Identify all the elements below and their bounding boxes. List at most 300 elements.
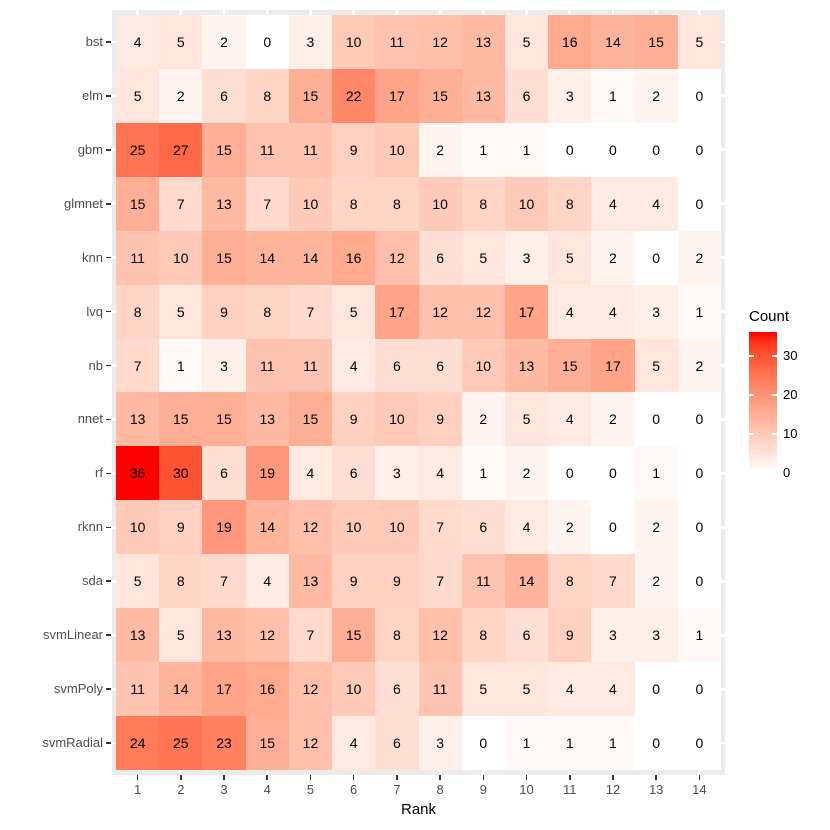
y-axis-tick bbox=[106, 149, 111, 151]
y-axis-label: lvq bbox=[86, 303, 103, 319]
cell-value: 8 bbox=[349, 195, 358, 212]
cell-value: 5 bbox=[133, 87, 142, 104]
cell-value: 11 bbox=[259, 357, 275, 374]
heatmap-cell bbox=[246, 69, 289, 123]
cell-value: 0 bbox=[652, 411, 661, 428]
heatmap-cell bbox=[635, 716, 678, 770]
gridline-stub bbox=[112, 94, 116, 97]
heatmap-cell bbox=[678, 392, 721, 446]
y-axis-tick bbox=[106, 95, 111, 97]
heatmap-cell bbox=[505, 339, 548, 393]
gridline-stub bbox=[525, 10, 528, 15]
heatmap-cell bbox=[419, 554, 462, 608]
gridline-stub bbox=[223, 10, 226, 15]
heatmap-cell bbox=[462, 123, 505, 177]
heatmap-cell bbox=[375, 339, 418, 393]
cell-value: 15 bbox=[216, 411, 232, 428]
cell-value: 15 bbox=[432, 87, 448, 104]
heatmap-cell bbox=[246, 339, 289, 393]
cell-value: 1 bbox=[609, 735, 617, 752]
heatmap-cell bbox=[635, 339, 678, 393]
cell-value: 0 bbox=[652, 735, 661, 752]
cell-value: 6 bbox=[436, 249, 444, 266]
cell-value: 0 bbox=[609, 141, 617, 158]
cell-value: 12 bbox=[302, 519, 319, 536]
heatmap-cell bbox=[635, 15, 678, 69]
legend bbox=[744, 304, 830, 494]
heatmap-cell bbox=[246, 15, 289, 69]
x-axis-tick bbox=[137, 775, 139, 780]
cell-value: 3 bbox=[220, 357, 228, 374]
cell-value: 8 bbox=[565, 573, 574, 590]
cell-value: 13 bbox=[302, 573, 319, 590]
x-axis-tick bbox=[569, 775, 571, 780]
cell-value: 8 bbox=[565, 195, 574, 212]
gridline-stub bbox=[568, 10, 571, 15]
heatmap-cell bbox=[246, 662, 289, 716]
cell-value: 0 bbox=[695, 411, 704, 428]
cell-value: 0 bbox=[652, 681, 661, 698]
heatmap-cell bbox=[159, 231, 202, 285]
heatmap-cell bbox=[548, 446, 591, 500]
gridline-stub bbox=[439, 10, 442, 15]
cell-value: 5 bbox=[695, 33, 704, 50]
cell-value: 6 bbox=[220, 465, 228, 482]
y-axis-tick bbox=[106, 311, 111, 313]
gridline-stub bbox=[721, 742, 725, 745]
y-axis-label: nnet bbox=[77, 411, 103, 427]
heatmap-cell bbox=[548, 15, 591, 69]
heatmap-cell bbox=[375, 554, 418, 608]
cell-value: 6 bbox=[392, 357, 401, 374]
legend-tick-label: 30 bbox=[783, 347, 798, 363]
heatmap-cell bbox=[246, 554, 289, 608]
heatmap-cell bbox=[332, 15, 375, 69]
cell-value: 17 bbox=[605, 357, 621, 374]
heatmap-cell bbox=[116, 662, 159, 716]
cell-value: 6 bbox=[436, 357, 444, 374]
cell-value: 2 bbox=[695, 249, 704, 266]
y-axis-tick bbox=[106, 688, 111, 690]
heatmap-cell bbox=[289, 69, 332, 123]
cell-value: 11 bbox=[130, 681, 145, 698]
cell-value: 8 bbox=[392, 195, 401, 212]
cell-value: 1 bbox=[652, 465, 661, 482]
cell-value: 17 bbox=[389, 303, 405, 320]
gridline-stub bbox=[721, 310, 725, 313]
cell-value: 19 bbox=[216, 519, 232, 536]
heatmap-cell bbox=[116, 15, 159, 69]
cell-value: 12 bbox=[302, 735, 319, 752]
cell-value: 2 bbox=[220, 33, 228, 50]
heatmap-cell bbox=[332, 392, 375, 446]
x-axis-label: 12 bbox=[605, 782, 621, 797]
cell-value: 7 bbox=[306, 627, 315, 644]
gridline-stub bbox=[655, 10, 658, 15]
cell-value: 10 bbox=[389, 141, 405, 158]
cell-value: 15 bbox=[216, 249, 232, 266]
heatmap-cell bbox=[419, 446, 462, 500]
heatmap-cell bbox=[548, 285, 591, 339]
cell-value: 2 bbox=[652, 519, 661, 536]
heatmap-cell bbox=[635, 392, 678, 446]
y-axis-tick bbox=[106, 41, 111, 43]
cell-value: 4 bbox=[565, 681, 574, 698]
heatmap-cell bbox=[159, 662, 202, 716]
heatmap-cell bbox=[202, 15, 245, 69]
cell-value: 6 bbox=[522, 627, 531, 644]
cell-value: 13 bbox=[259, 411, 276, 428]
heatmap-cell bbox=[159, 716, 202, 770]
heatmap-cell bbox=[202, 716, 245, 770]
heatmap-cell bbox=[462, 285, 505, 339]
y-axis-label: sda bbox=[82, 573, 103, 589]
cell-value: 15 bbox=[129, 195, 146, 212]
x-axis-label: 9 bbox=[479, 782, 487, 797]
heatmap-cell bbox=[548, 69, 591, 123]
heatmap-cell bbox=[591, 716, 634, 770]
heatmap-cell bbox=[159, 285, 202, 339]
x-axis-label: 8 bbox=[436, 782, 444, 797]
gridline-stub bbox=[352, 10, 355, 15]
cell-value: 22 bbox=[345, 87, 362, 104]
heatmap-cell bbox=[246, 231, 289, 285]
cell-value: 14 bbox=[518, 573, 535, 590]
cell-value: 17 bbox=[518, 303, 535, 320]
heatmap-cell bbox=[375, 716, 418, 770]
y-axis-label: svmPoly bbox=[53, 681, 103, 697]
y-axis-label: nb bbox=[88, 357, 103, 373]
heatmap-cell bbox=[591, 500, 634, 554]
gridline-stub bbox=[612, 10, 615, 15]
cell-value: 2 bbox=[176, 87, 185, 104]
y-axis-tick bbox=[106, 634, 111, 636]
heatmap-cell bbox=[332, 500, 375, 554]
cell-value: 0 bbox=[609, 519, 617, 536]
cell-value: 12 bbox=[302, 681, 319, 698]
heatmap-cell bbox=[246, 716, 289, 770]
cell-value: 10 bbox=[389, 519, 405, 536]
heatmap-cell bbox=[375, 69, 418, 123]
x-axis-tick bbox=[483, 775, 485, 780]
x-axis-tick bbox=[310, 775, 312, 780]
legend-tick bbox=[749, 433, 754, 435]
heatmap-cell bbox=[419, 15, 462, 69]
cell-value: 12 bbox=[432, 627, 448, 644]
heatmap-cell bbox=[332, 339, 375, 393]
cell-value: 9 bbox=[565, 627, 574, 644]
cell-value: 5 bbox=[479, 681, 488, 698]
y-axis-tick bbox=[106, 742, 111, 744]
gridline-stub bbox=[112, 580, 116, 583]
heatmap-cell bbox=[591, 339, 634, 393]
gridline-stub bbox=[179, 10, 182, 15]
heatmap-cell bbox=[116, 231, 159, 285]
cell-value: 16 bbox=[561, 33, 578, 50]
heatmap-cell bbox=[591, 392, 634, 446]
heatmap-cell bbox=[375, 500, 418, 554]
heatmap-cell bbox=[289, 339, 332, 393]
gridline-stub bbox=[112, 256, 116, 259]
cell-value: 10 bbox=[173, 249, 189, 266]
cell-value: 2 bbox=[565, 519, 574, 536]
heatmap-cell bbox=[548, 662, 591, 716]
heatmap-cell bbox=[375, 662, 418, 716]
cell-value: 5 bbox=[522, 681, 531, 698]
heatmap-cell bbox=[678, 69, 721, 123]
heatmap-cell bbox=[289, 15, 332, 69]
heatmap-cell bbox=[635, 123, 678, 177]
heatmap-cell bbox=[548, 177, 591, 231]
heatmap-cell bbox=[202, 662, 245, 716]
gridline-stub bbox=[721, 148, 725, 151]
heatmap-cell bbox=[505, 500, 548, 554]
y-axis-tick bbox=[106, 527, 111, 529]
heatmap-cell bbox=[116, 716, 159, 770]
heatmap-cell bbox=[419, 69, 462, 123]
cell-value: 12 bbox=[389, 249, 405, 266]
x-axis-label: 1 bbox=[133, 782, 142, 797]
cell-value: 4 bbox=[609, 195, 617, 212]
cell-value: 15 bbox=[259, 735, 276, 752]
cell-value: 10 bbox=[129, 519, 146, 536]
cell-value: 6 bbox=[479, 519, 488, 536]
legend-tick-label: 10 bbox=[783, 425, 798, 441]
heatmap-cell bbox=[678, 231, 721, 285]
cell-value: 25 bbox=[173, 735, 189, 752]
cell-value: 6 bbox=[392, 681, 401, 698]
x-axis-label: 2 bbox=[177, 782, 185, 797]
cell-value: 0 bbox=[609, 465, 617, 482]
heatmap-cell bbox=[159, 69, 202, 123]
heatmap-cell bbox=[116, 339, 159, 393]
heatmap-cell bbox=[635, 500, 678, 554]
heatmap-cell bbox=[462, 554, 505, 608]
gridline-stub bbox=[721, 688, 725, 691]
cell-value: 6 bbox=[349, 465, 358, 482]
heatmap-cell bbox=[505, 69, 548, 123]
heatmap-cell bbox=[462, 231, 505, 285]
cell-value: 0 bbox=[565, 141, 574, 158]
x-axis-tick bbox=[180, 775, 182, 780]
cell-value: 0 bbox=[695, 141, 704, 158]
x-axis-title: Rank bbox=[400, 801, 437, 818]
gridline-stub bbox=[482, 10, 485, 15]
y-axis-tick bbox=[106, 257, 111, 259]
heatmap-cell bbox=[591, 69, 634, 123]
gridline-stub bbox=[112, 634, 116, 637]
y-axis-tick bbox=[106, 419, 111, 421]
x-axis-tick bbox=[655, 775, 657, 780]
heatmap-cell bbox=[116, 177, 159, 231]
cell-value: 0 bbox=[695, 195, 704, 212]
cell-value: 4 bbox=[436, 465, 444, 482]
gridline-stub bbox=[721, 634, 725, 637]
gridline-stub bbox=[136, 10, 139, 15]
heatmap-cell bbox=[462, 500, 505, 554]
heatmap-cell bbox=[246, 285, 289, 339]
cell-value: 8 bbox=[263, 87, 272, 104]
cell-value: 15 bbox=[648, 33, 664, 50]
cell-value: 2 bbox=[652, 573, 661, 590]
heatmap-cell bbox=[548, 231, 591, 285]
x-axis-tick bbox=[266, 775, 268, 780]
heatmap-cell bbox=[159, 177, 202, 231]
heatmap-cell bbox=[548, 339, 591, 393]
cell-value: 10 bbox=[345, 519, 362, 536]
heatmap-cell bbox=[678, 446, 721, 500]
gridline-stub bbox=[721, 202, 725, 205]
cell-value: 10 bbox=[345, 681, 362, 698]
heatmap-cell bbox=[375, 231, 418, 285]
cell-value: 10 bbox=[518, 195, 535, 212]
heatmap-cell bbox=[246, 446, 289, 500]
gridline-stub bbox=[112, 526, 116, 529]
gridline-stub bbox=[112, 41, 116, 44]
cell-value: 0 bbox=[695, 681, 704, 698]
cell-value: 16 bbox=[259, 681, 276, 698]
heatmap-cell bbox=[419, 500, 462, 554]
plot-panel bbox=[112, 10, 725, 775]
cell-value: 8 bbox=[479, 195, 488, 212]
heatmap-cell bbox=[159, 339, 202, 393]
cell-value: 7 bbox=[306, 303, 315, 320]
cell-value: 5 bbox=[522, 411, 531, 428]
cell-value: 14 bbox=[259, 249, 276, 266]
x-axis-tick bbox=[353, 775, 355, 780]
cell-value: 8 bbox=[133, 303, 142, 320]
cell-value: 10 bbox=[302, 195, 319, 212]
heatmap-cell bbox=[202, 500, 245, 554]
cell-value: 13 bbox=[518, 357, 535, 374]
heatmap-cell bbox=[505, 554, 548, 608]
cell-value: 12 bbox=[475, 303, 492, 320]
cell-value: 3 bbox=[652, 627, 661, 644]
heatmap-cell bbox=[591, 285, 634, 339]
y-axis-label: rf bbox=[95, 465, 103, 481]
cell-value: 4 bbox=[349, 357, 358, 374]
cell-value: 9 bbox=[436, 411, 444, 428]
x-axis-tick bbox=[396, 775, 398, 780]
heatmap-cell bbox=[678, 285, 721, 339]
cell-value: 0 bbox=[695, 735, 704, 752]
cell-value: 13 bbox=[475, 87, 492, 104]
heatmap-cell bbox=[289, 500, 332, 554]
heatmap-cell bbox=[202, 285, 245, 339]
cell-value: 36 bbox=[129, 465, 146, 482]
cell-value: 10 bbox=[475, 357, 492, 374]
heatmap-cell bbox=[678, 15, 721, 69]
cell-value: 4 bbox=[609, 681, 617, 698]
cell-value: 0 bbox=[695, 573, 704, 590]
y-axis-tick bbox=[106, 473, 111, 475]
heatmap-cell bbox=[419, 339, 462, 393]
cell-value: 11 bbox=[303, 141, 318, 158]
heatmap-cell bbox=[462, 69, 505, 123]
cell-value: 7 bbox=[263, 195, 272, 212]
heatmap-cell bbox=[289, 716, 332, 770]
y-axis-label: svmLinear bbox=[43, 627, 103, 643]
y-axis-tick bbox=[106, 365, 111, 367]
cell-value: 12 bbox=[432, 303, 448, 320]
heatmap-cell bbox=[375, 285, 418, 339]
legend-tick bbox=[772, 433, 777, 435]
cell-value: 14 bbox=[259, 519, 276, 536]
cell-value: 13 bbox=[216, 627, 232, 644]
cell-value: 13 bbox=[475, 33, 492, 50]
cell-value: 1 bbox=[522, 141, 531, 158]
gridline-stub bbox=[721, 472, 725, 475]
heatmap-cell bbox=[202, 446, 245, 500]
cell-value: 5 bbox=[176, 303, 185, 320]
cell-value: 3 bbox=[392, 465, 401, 482]
cell-value: 15 bbox=[345, 627, 362, 644]
cell-value: 7 bbox=[436, 573, 444, 590]
cell-value: 5 bbox=[349, 303, 358, 320]
cell-value: 25 bbox=[129, 141, 146, 158]
heatmap-cell bbox=[116, 446, 159, 500]
cell-value: 14 bbox=[302, 249, 319, 266]
gridline-stub bbox=[112, 472, 116, 475]
heatmap-cell bbox=[289, 285, 332, 339]
heatmap-cell bbox=[202, 123, 245, 177]
y-axis-tick bbox=[106, 203, 111, 205]
heatmap-cell bbox=[202, 339, 245, 393]
heatmap-cell bbox=[289, 662, 332, 716]
gridline-stub bbox=[721, 418, 725, 421]
x-axis-label: 11 bbox=[563, 782, 577, 797]
cell-value: 4 bbox=[306, 465, 315, 482]
heatmap-cell bbox=[548, 392, 591, 446]
cell-value: 23 bbox=[216, 735, 232, 752]
cell-value: 7 bbox=[176, 195, 185, 212]
heatmap-cell bbox=[159, 15, 202, 69]
cell-value: 1 bbox=[522, 735, 531, 752]
heatmap-cell bbox=[591, 15, 634, 69]
gridline-stub bbox=[721, 256, 725, 259]
heatmap-cell bbox=[289, 446, 332, 500]
heatmap-cell bbox=[202, 231, 245, 285]
cell-value: 3 bbox=[565, 87, 574, 104]
cell-value: 8 bbox=[176, 573, 185, 590]
heatmap-cell bbox=[678, 500, 721, 554]
heatmap-cell bbox=[591, 446, 634, 500]
x-axis-label: 13 bbox=[648, 782, 664, 797]
cell-value: 6 bbox=[392, 735, 401, 752]
heatmap-cell bbox=[375, 608, 418, 662]
heatmap-cell bbox=[159, 123, 202, 177]
heatmap-cell bbox=[375, 177, 418, 231]
cell-value: 6 bbox=[220, 87, 228, 104]
gridline-stub bbox=[112, 202, 116, 205]
heatmap-cell bbox=[505, 285, 548, 339]
cell-value: 2 bbox=[436, 141, 444, 158]
heatmap-cell bbox=[289, 231, 332, 285]
cell-value: 27 bbox=[173, 141, 189, 158]
cell-value: 0 bbox=[695, 519, 704, 536]
cell-value: 7 bbox=[220, 573, 228, 590]
cell-value: 4 bbox=[652, 195, 661, 212]
heatmap-cell bbox=[462, 608, 505, 662]
legend-tick-label: 0 bbox=[783, 465, 791, 480]
gridline-stub bbox=[721, 526, 725, 529]
heatmap-cell bbox=[375, 15, 418, 69]
heatmap-cell bbox=[678, 554, 721, 608]
heatmap-cell bbox=[159, 554, 202, 608]
x-axis-label: 7 bbox=[393, 782, 401, 797]
y-axis-label: knn bbox=[82, 249, 103, 265]
heatmap-cell bbox=[505, 123, 548, 177]
